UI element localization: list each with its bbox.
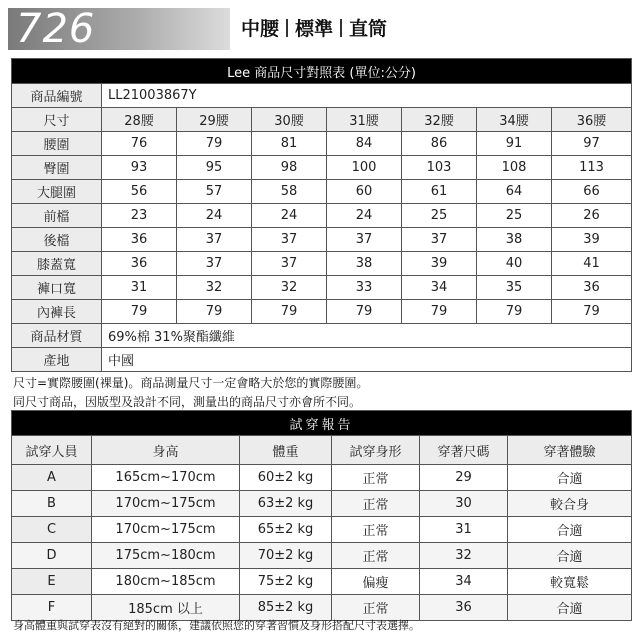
- model-number-banner: [8, 8, 230, 50]
- try-on-cell: 正常: [332, 543, 420, 569]
- measurement-label: 膝蓋寬: [12, 252, 102, 276]
- measurement-value: 79: [177, 132, 252, 156]
- try-on-cell: 合適: [508, 543, 632, 569]
- try-on-cell: 180cm~185cm: [92, 569, 240, 595]
- note-line-2: 同尺寸商品，因版型及設計不同，測量出的商品尺寸亦會所不同。: [13, 395, 362, 409]
- measurement-row: [12, 252, 632, 276]
- try-on-cell: 正常: [332, 465, 420, 491]
- try-on-header-cell: 體重: [240, 436, 332, 465]
- measurement-value: 79: [102, 300, 177, 324]
- measurement-value: 37: [327, 228, 402, 252]
- origin-value: 中國: [102, 348, 632, 372]
- try-on-cell: 175cm~180cm: [92, 543, 240, 569]
- measurement-row: [12, 132, 632, 156]
- try-on-row: [12, 491, 632, 517]
- try-on-cell: 正常: [332, 517, 420, 543]
- measurement-value: 25: [402, 204, 477, 228]
- try-on-cell: 60±2 kg: [240, 465, 332, 491]
- measurement-value: 26: [552, 204, 632, 228]
- measurement-value: 39: [402, 252, 477, 276]
- measurement-value: 79: [177, 300, 252, 324]
- fit-tag-fit: 標準: [295, 18, 334, 40]
- measurement-value: 34: [402, 276, 477, 300]
- try-on-cell: 85±2 kg: [240, 595, 332, 621]
- page-header: [8, 6, 632, 52]
- measurement-value: 100: [327, 156, 402, 180]
- measurement-value: 79: [402, 300, 477, 324]
- try-on-cell: 185cm 以上: [92, 595, 240, 621]
- try-on-cell: B: [12, 491, 92, 517]
- measurement-value: 57: [177, 180, 252, 204]
- measurement-value: 84: [327, 132, 402, 156]
- try-on-cell: 65±2 kg: [240, 517, 332, 543]
- measurement-value: 35: [477, 276, 552, 300]
- measurement-row: [12, 204, 632, 228]
- measurement-value: 56: [102, 180, 177, 204]
- try-on-cell: E: [12, 569, 92, 595]
- model-number: 726: [16, 6, 96, 52]
- measurement-value: 79: [552, 300, 632, 324]
- material-row: [12, 324, 632, 348]
- measurement-label: 內褲長: [12, 300, 102, 324]
- try-on-header-cell: 穿著體驗: [508, 436, 632, 465]
- try-on-cell: 合適: [508, 595, 632, 621]
- measurement-value: 31: [102, 276, 177, 300]
- try-on-cell: A: [12, 465, 92, 491]
- size-label: 尺寸: [12, 108, 102, 132]
- measurement-value: 66: [552, 180, 632, 204]
- measurement-value: 103: [402, 156, 477, 180]
- try-on-cell: 正常: [332, 595, 420, 621]
- measurement-value: 97: [552, 132, 632, 156]
- measurement-value: 91: [477, 132, 552, 156]
- measurement-value: 93: [102, 156, 177, 180]
- try-on-row: [12, 517, 632, 543]
- fit-tag-leg: 直筒: [349, 18, 388, 40]
- try-on-header-cell: 試穿身形: [332, 436, 420, 465]
- measurement-value: 37: [177, 228, 252, 252]
- measurement-value: 24: [177, 204, 252, 228]
- measurement-row: [12, 228, 632, 252]
- try-on-cell: F: [12, 595, 92, 621]
- try-on-cell: 170cm~175cm: [92, 491, 240, 517]
- measurement-value: 86: [402, 132, 477, 156]
- tag-separator: [340, 19, 342, 37]
- measurement-label: 後檔: [12, 228, 102, 252]
- try-on-cell: 36: [420, 595, 508, 621]
- measurement-label: 褲口寬: [12, 276, 102, 300]
- measurement-value: 79: [252, 300, 327, 324]
- measurement-row: [12, 300, 632, 324]
- try-on-cell: 較寬鬆: [508, 569, 632, 595]
- origin-row: [12, 348, 632, 372]
- size-chart-table: [11, 58, 632, 372]
- try-on-header-cell: 身高: [92, 436, 240, 465]
- measurement-value: 40: [477, 252, 552, 276]
- try-on-header-cell: 試穿人員: [12, 436, 92, 465]
- note-line-1: 尺寸=實際腰圍(裸量)。商品測量尺寸一定會略大於您的實際腰圍。: [13, 376, 369, 390]
- measurement-value: 33: [327, 276, 402, 300]
- product-code-label: 商品編號: [12, 84, 102, 108]
- try-on-cell: 30: [420, 491, 508, 517]
- measurement-value: 98: [252, 156, 327, 180]
- try-on-cell: 170cm~175cm: [92, 517, 240, 543]
- measurement-row: [12, 276, 632, 300]
- try-on-header-cell: 穿著尺碼: [420, 436, 508, 465]
- measurement-value: 61: [402, 180, 477, 204]
- try-on-cell: 34: [420, 569, 508, 595]
- try-on-cell: C: [12, 517, 92, 543]
- measurement-value: 37: [177, 252, 252, 276]
- size-header-cell: 36腰: [552, 108, 632, 132]
- measurement-value: 32: [252, 276, 327, 300]
- size-header-cell: 28腰: [102, 108, 177, 132]
- try-on-cell: 32: [420, 543, 508, 569]
- measurement-label: 大腿圍: [12, 180, 102, 204]
- measurement-value: 37: [252, 252, 327, 276]
- measurement-value: 23: [102, 204, 177, 228]
- try-on-cell: 較合身: [508, 491, 632, 517]
- measurement-value: 108: [477, 156, 552, 180]
- try-on-row: [12, 569, 632, 595]
- tag-separator: [286, 19, 288, 37]
- size-header-cell: 32腰: [402, 108, 477, 132]
- try-on-report-title: 試穿報告: [12, 411, 632, 436]
- measurement-value: 58: [252, 180, 327, 204]
- material-label: 商品材質: [12, 324, 102, 348]
- measurement-value: 64: [477, 180, 552, 204]
- measurement-value: 36: [102, 252, 177, 276]
- measurement-value: 37: [252, 228, 327, 252]
- measurement-value: 37: [402, 228, 477, 252]
- measurement-value: 95: [177, 156, 252, 180]
- measurement-value: 60: [327, 180, 402, 204]
- try-on-cell: 合適: [508, 517, 632, 543]
- measurement-value: 39: [552, 228, 632, 252]
- measurement-value: 24: [252, 204, 327, 228]
- measurement-label: 前檔: [12, 204, 102, 228]
- measurement-label: 臀圍: [12, 156, 102, 180]
- measurement-value: 41: [552, 252, 632, 276]
- measurement-value: 32: [177, 276, 252, 300]
- measurement-value: 79: [327, 300, 402, 324]
- fit-tags: [241, 16, 387, 42]
- size-header-cell: 31腰: [327, 108, 402, 132]
- try-on-cell: 合適: [508, 465, 632, 491]
- try-on-cell: 75±2 kg: [240, 569, 332, 595]
- measurement-value: 25: [477, 204, 552, 228]
- measurement-value: 24: [327, 204, 402, 228]
- try-on-cell: 70±2 kg: [240, 543, 332, 569]
- fit-tag-rise: 中腰: [241, 18, 280, 40]
- try-on-row: [12, 543, 632, 569]
- product-code: LL21003867Y: [102, 84, 632, 108]
- size-chart-title: Lee 商品尺寸對照表 (單位:公分): [12, 59, 632, 84]
- measurement-value: 36: [552, 276, 632, 300]
- try-on-cell: 29: [420, 465, 508, 491]
- size-header-cell: 30腰: [252, 108, 327, 132]
- try-on-cell: D: [12, 543, 92, 569]
- try-on-cell: 63±2 kg: [240, 491, 332, 517]
- measurement-value: 36: [102, 228, 177, 252]
- measurement-value: 81: [252, 132, 327, 156]
- size-header-cell: 29腰: [177, 108, 252, 132]
- origin-label: 產地: [12, 348, 102, 372]
- measurement-row: [12, 156, 632, 180]
- measurement-row: [12, 180, 632, 204]
- measurement-value: 38: [327, 252, 402, 276]
- measurement-value: 113: [552, 156, 632, 180]
- size-header-cell: 34腰: [477, 108, 552, 132]
- measurement-value: 79: [477, 300, 552, 324]
- measurement-label: 腰圍: [12, 132, 102, 156]
- try-on-cell: 31: [420, 517, 508, 543]
- measurement-value: 76: [102, 132, 177, 156]
- try-on-cell: 165cm~170cm: [92, 465, 240, 491]
- try-on-row: [12, 465, 632, 491]
- material-value: 69%棉 31%聚酯纖維: [102, 324, 632, 348]
- try-on-report-table: [11, 410, 632, 621]
- measurement-value: 38: [477, 228, 552, 252]
- footer-note: 身高體重與試穿表沒有絕對的關係，建議依照您的穿著習慣及身形搭配尺寸表選擇。: [13, 619, 420, 632]
- try-on-cell: 偏瘦: [332, 569, 420, 595]
- try-on-cell: 正常: [332, 491, 420, 517]
